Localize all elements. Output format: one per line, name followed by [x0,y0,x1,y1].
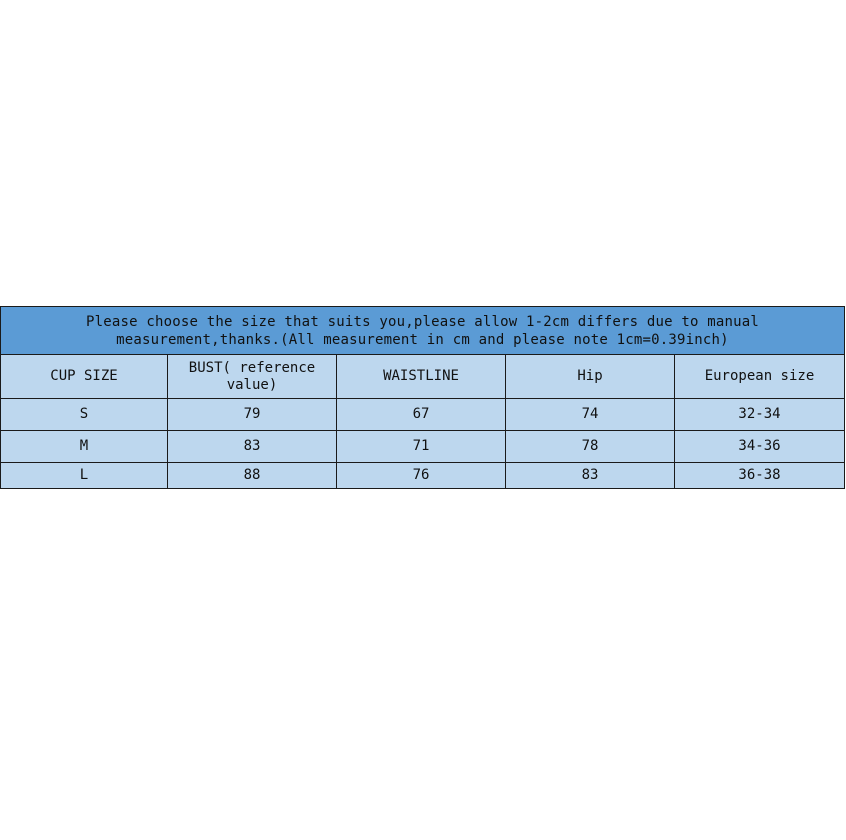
cell-european-size: 36-38 [675,463,845,489]
column-header-bust: BUST( reference value) [168,355,337,399]
column-header-waistline: WAISTLINE [337,355,506,399]
caption-row [1,307,845,355]
cell-bust: 88 [168,463,337,489]
table-caption: Please choose the size that suits you,please allow 1-2cm differs due to manual measurement,thanks.(All measurement in cm and please note 1cm=0.39inch) [1,307,845,355]
column-header-hip: Hip [506,355,675,399]
column-header-cup-size: CUP SIZE [1,355,168,399]
cell-waistline: 76 [337,463,506,489]
table-row [1,463,845,489]
cell-cup-size: S [1,399,168,431]
cell-waistline: 71 [337,431,506,463]
cell-european-size: 34-36 [675,431,845,463]
cell-cup-size: M [1,431,168,463]
cell-hip: 74 [506,399,675,431]
cell-bust: 79 [168,399,337,431]
cell-bust: 83 [168,431,337,463]
cell-cup-size: L [1,463,168,489]
column-header-european-size: European size [675,355,845,399]
cell-hip: 78 [506,431,675,463]
table-row [1,431,845,463]
size-table [0,306,845,489]
cell-hip: 83 [506,463,675,489]
header-row [1,355,845,399]
table-row [1,399,845,431]
size-chart [0,306,844,489]
cell-waistline: 67 [337,399,506,431]
cell-european-size: 32-34 [675,399,845,431]
